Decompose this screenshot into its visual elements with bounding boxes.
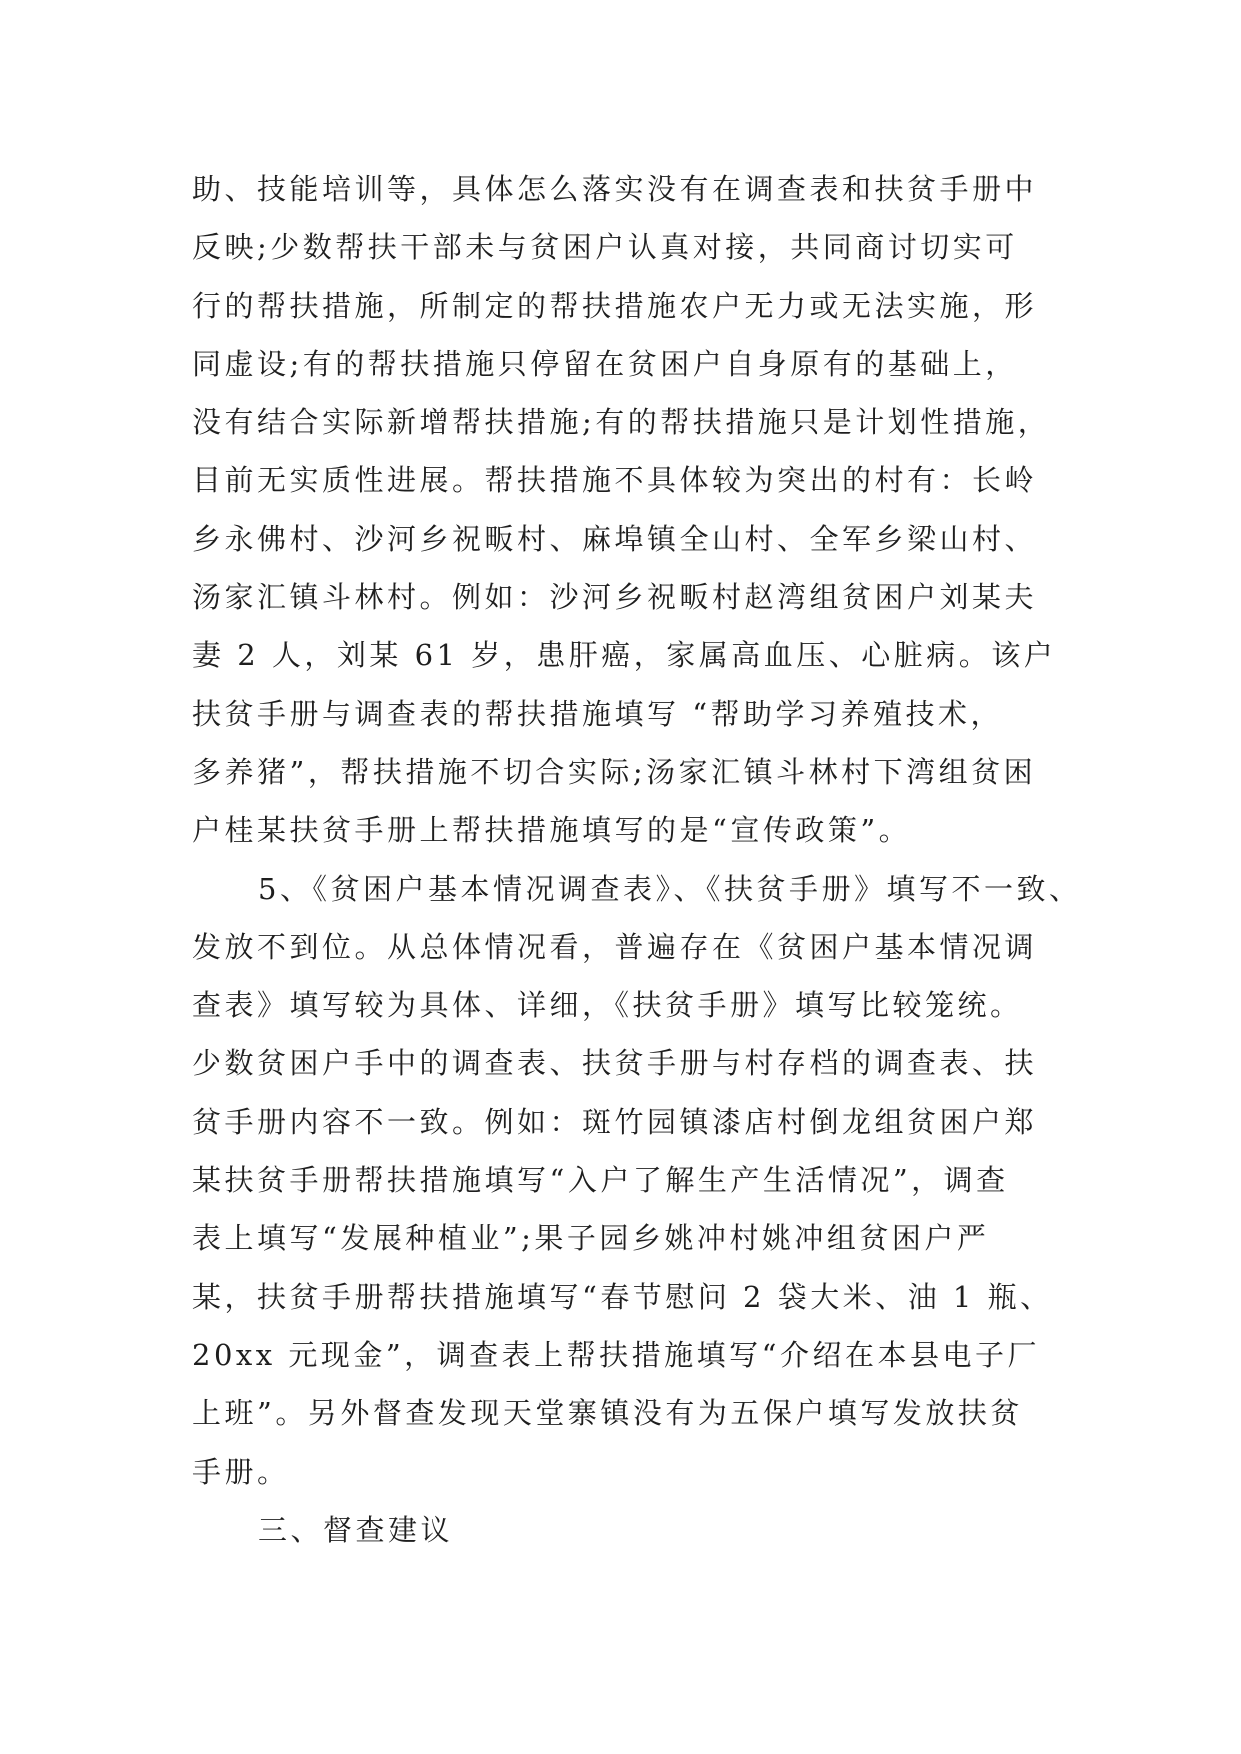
text-line: 某，扶贫手册帮扶措施填写“春节慰问 2 袋大米、油 1 瓶、 (192, 1279, 1053, 1314)
text-line: 妻 2 人，刘某 61 岁，患肝癌，家属高血压、心脏病。该户 (192, 638, 1057, 673)
text-line: 同虚设;有的帮扶措施只停留在贫困户自身原有的基础上， (192, 346, 1018, 381)
text-line: 扶贫手册与调查表的帮扶措施填写 “帮助学习养殖技术， (192, 696, 1004, 731)
section-heading: 三、督查建议 (258, 1512, 454, 1547)
text-line: 户桂某扶贫手册上帮扶措施填写的是“宣传政策”。 (192, 813, 912, 848)
text-line: 贫手册内容不一致。例如：斑竹园镇漆店村倒龙组贫困户郑 (192, 1104, 1038, 1139)
text-line: 没有结合实际新增帮扶措施;有的帮扶措施只是计划性措施， (192, 405, 1051, 440)
section-heading-recommendations (192, 1501, 1072, 1559)
text-line: 反映;少数帮扶干部未与贫困户认真对接，共同商讨切实可 (192, 230, 1018, 265)
text-line: 某扶贫手册帮扶措施填写“入户了解生产生活情况”，调查 (192, 1163, 1009, 1198)
document-body (192, 160, 1082, 1559)
text-line: 多养猪”，帮扶措施不切合实际;汤家汇镇斗林村下湾组贫困 (192, 754, 1037, 789)
text-line: 5、《贫困户基本情况调查表》、《扶贫手册》填写不一致、 (258, 871, 1082, 906)
text-line: 行的帮扶措施，所制定的帮扶措施农户无力或无法实施，形 (192, 288, 1038, 323)
paragraph-assistance-measures (192, 160, 1072, 860)
text-line: 乡永佛村、沙河乡祝畈村、麻埠镇全山村、全军乡梁山村、 (192, 521, 1038, 556)
text-line: 查表》填写较为具体、详细，《扶贫手册》填写比较笼统。 (192, 988, 1023, 1023)
text-line: 发放不到位。从总体情况看，普遍存在《贫困户基本情况调 (192, 929, 1038, 964)
text-line: 20xx 元现金”，调查表上帮扶措施填写“介绍在本县电子厂 (192, 1337, 1040, 1372)
paragraph-item-5 (192, 860, 1082, 1501)
text-line: 目前无实质性进展。帮扶措施不具体较为突出的村有：长岭 (192, 463, 1038, 498)
text-line: 汤家汇镇斗林村。例如：沙河乡祝畈村赵湾组贫困户刘某夫 (192, 580, 1038, 615)
text-line: 少数贫困户手中的调查表、扶贫手册与村存档的调查表、扶 (192, 1046, 1038, 1081)
text-line: 上班”。另外督查发现天堂寨镇没有为五保户填写发放扶贫 (192, 1396, 1023, 1431)
text-line: 表上填写“发展种植业”;果子园乡姚冲村姚冲组贫困户严 (192, 1221, 990, 1256)
text-line: 助、技能培训等，具体怎么落实没有在调查表和扶贫手册中 (192, 172, 1038, 206)
text-line: 手册。 (192, 1454, 290, 1489)
